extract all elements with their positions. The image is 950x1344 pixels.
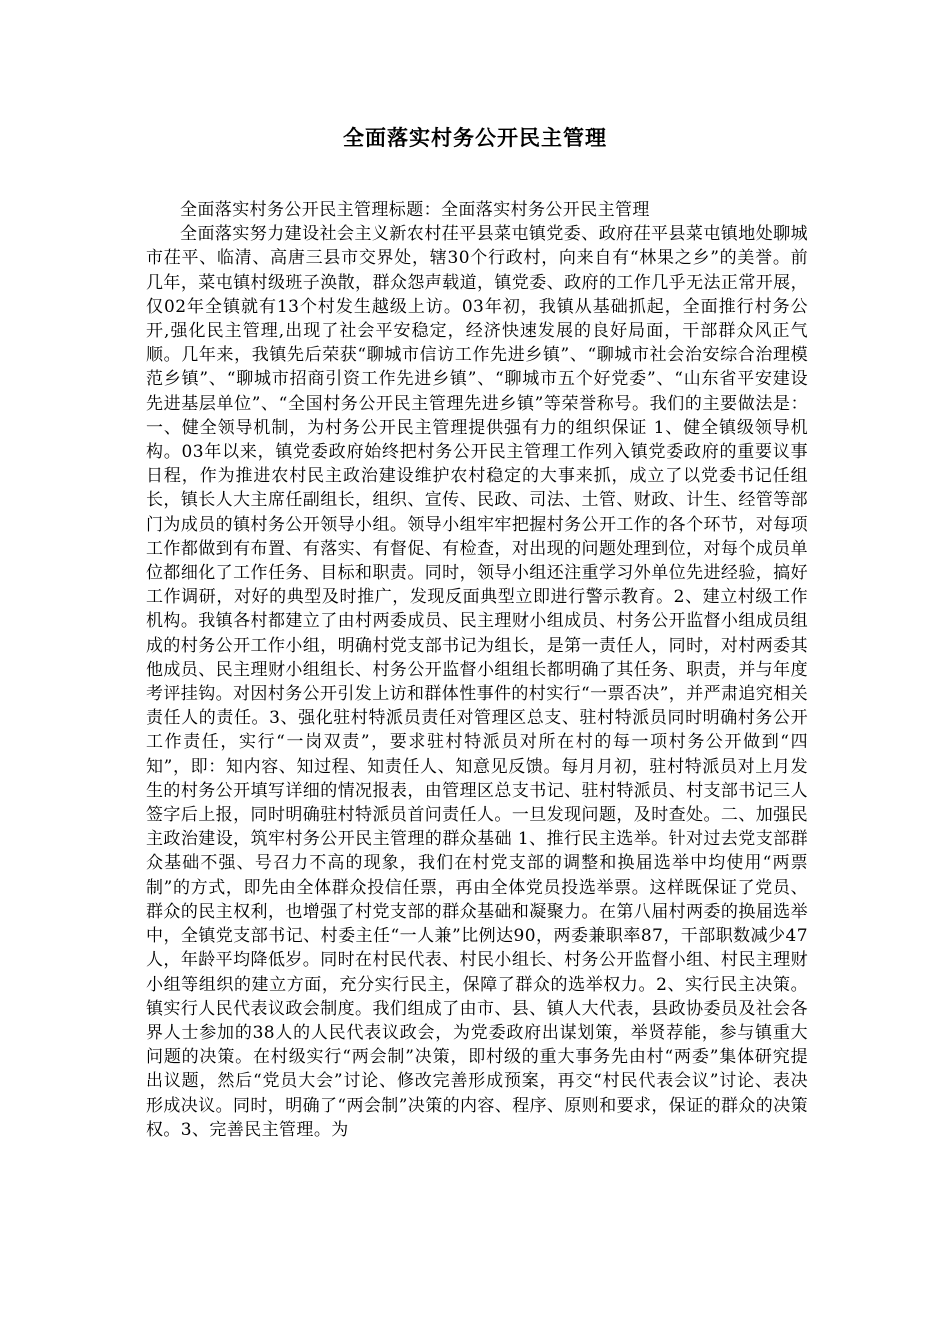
document-body [146, 198, 808, 1142]
paragraph-main: 全面落实努力建设社会主义新农村茌平县菜屯镇党委、政府茌平县菜屯镇地处聊城市茌平、临清、高唐三县市交界处，辖30个行政村，向来自有“林果之乡”的美誉。前几年，菜屯镇村级班子涣散，群众怨声载道，镇党委、政府的工作几乎无法正常开展，仅02年全镇就有13个村发生越级上访。03年初，我镇从基础抓起，全面推行村务公开,强化民主管理,出现了社会平安稳定，经济快速发展的良好局面，干部群众风正气顺。几年来，我镇先后荣获“聊城市信访工作先进乡镇”、“聊城市社会治安综合治理模范乡镇”、“聊城市招商引资工作先进乡镇”、“聊城市五个好党委”、“山东省平安建设先进基层单位”、“全国村务公开民主管理先进乡镇”等荣誉称号。我们的主要做法是：一、健全领导机制，为村务公开民主管理提供强有力的组织保证 1、健全镇级领导机构。03年以来，镇党委政府始终把村务公开民主管理工作列入镇党委政府的重要议事日程，作为推进农村民主政治建设维护农村稳定的大事来抓，成立了以党委书记任组长，镇长人大主席任副组长，组织、宣传、民政、司法、土管、财政、计生、经管等部门为成员的镇村务公开领导小组。领导小组牢牢把握村务公开工作的各个环节，对每项工作都做到有布置、有落实、有督促、有检查，对出现的问题处理到位，对每个成员单位都细化了工作任务、目标和职责。同时，领导小组还注重学习外单位先进经验，搞好工作调研，对好的典型及时推广，发现反面典型立即进行警示教育。2、建立村级工作机构。我镇各村都建立了由村两委成员、民主理财小组成员、村务公开监督小组成员组成的村务公开工作小组，明确村党支部书记为组长，是第一责任人，同时，对村两委其他成员、民主理财小组组长、村务公开监督小组组长都明确了其任务、职责，并与年度考评挂钩。对因村务公开引发上访和群体性事件的村实行“一票否决”，并严肃追究相关责任人的责任。3、强化驻村特派员责任对管理区总支、驻村特派员同时明确村务公开工作责任，实行“一岗双责”，要求驻村特派员对所在村的每一项村务公开做到“四知”，即：知内容、知过程、知责任人、知意见反馈。每月月初，驻村特派员对上月发生的村务公开填写详细的情况报表，由管理区总支书记、驻村特派员、村支部书记三人签字后上报，同时明确驻村特派员首问责任人。一旦发现问题，及时查处。二、加强民主政治建设，筑牢村务公开民主管理的群众基础 1、推行民主选举。针对过去党支部群众基础不强、号召力不高的现象，我们在村党支部的调整和换届选举中均使用“两票制”的方式，即先由全体群众投信任票，再由全体党员投选举票。这样既保证了党员、群众的民主权利，也增强了村党支部的群众基础和凝聚力。在第八届村两委的换届选举中，全镇党支部书记、村委主任“一人兼”比例达90，两委兼职率87，干部职数减少47人，年龄平均降低岁。同时在村民代表、村民小组长、村务公开监督小组、村民主理财小组等组织的建立方面，充分实行民主，保障了群众的选举权力。2、实行民主决策。镇实行人民代表议政会制度。我们组成了由市、县、镇人大代表，县政协委员及社会各界人士参加的38人的人民代表议政会，为党委政府出谋划策，举贤荐能，参与镇重大问题的决策。在村级实行“两会制”决策，即村级的重大事务先由村“两委”集体研究提出议题，然后“党员大会”讨论、修改完善形成预案，再交“村民代表会议”讨论、表决形成决议。同时，明确了“两会制”决策的内容、程序、原则和要求，保证的群众的决策权。3、完善民主管理。为 [146, 224, 808, 1140]
paragraph-heading: 全面落实村务公开民主管理标题：全面落实村务公开民主管理 [180, 200, 650, 220]
document-title: 全面落实村务公开民主管理 [343, 126, 607, 150]
